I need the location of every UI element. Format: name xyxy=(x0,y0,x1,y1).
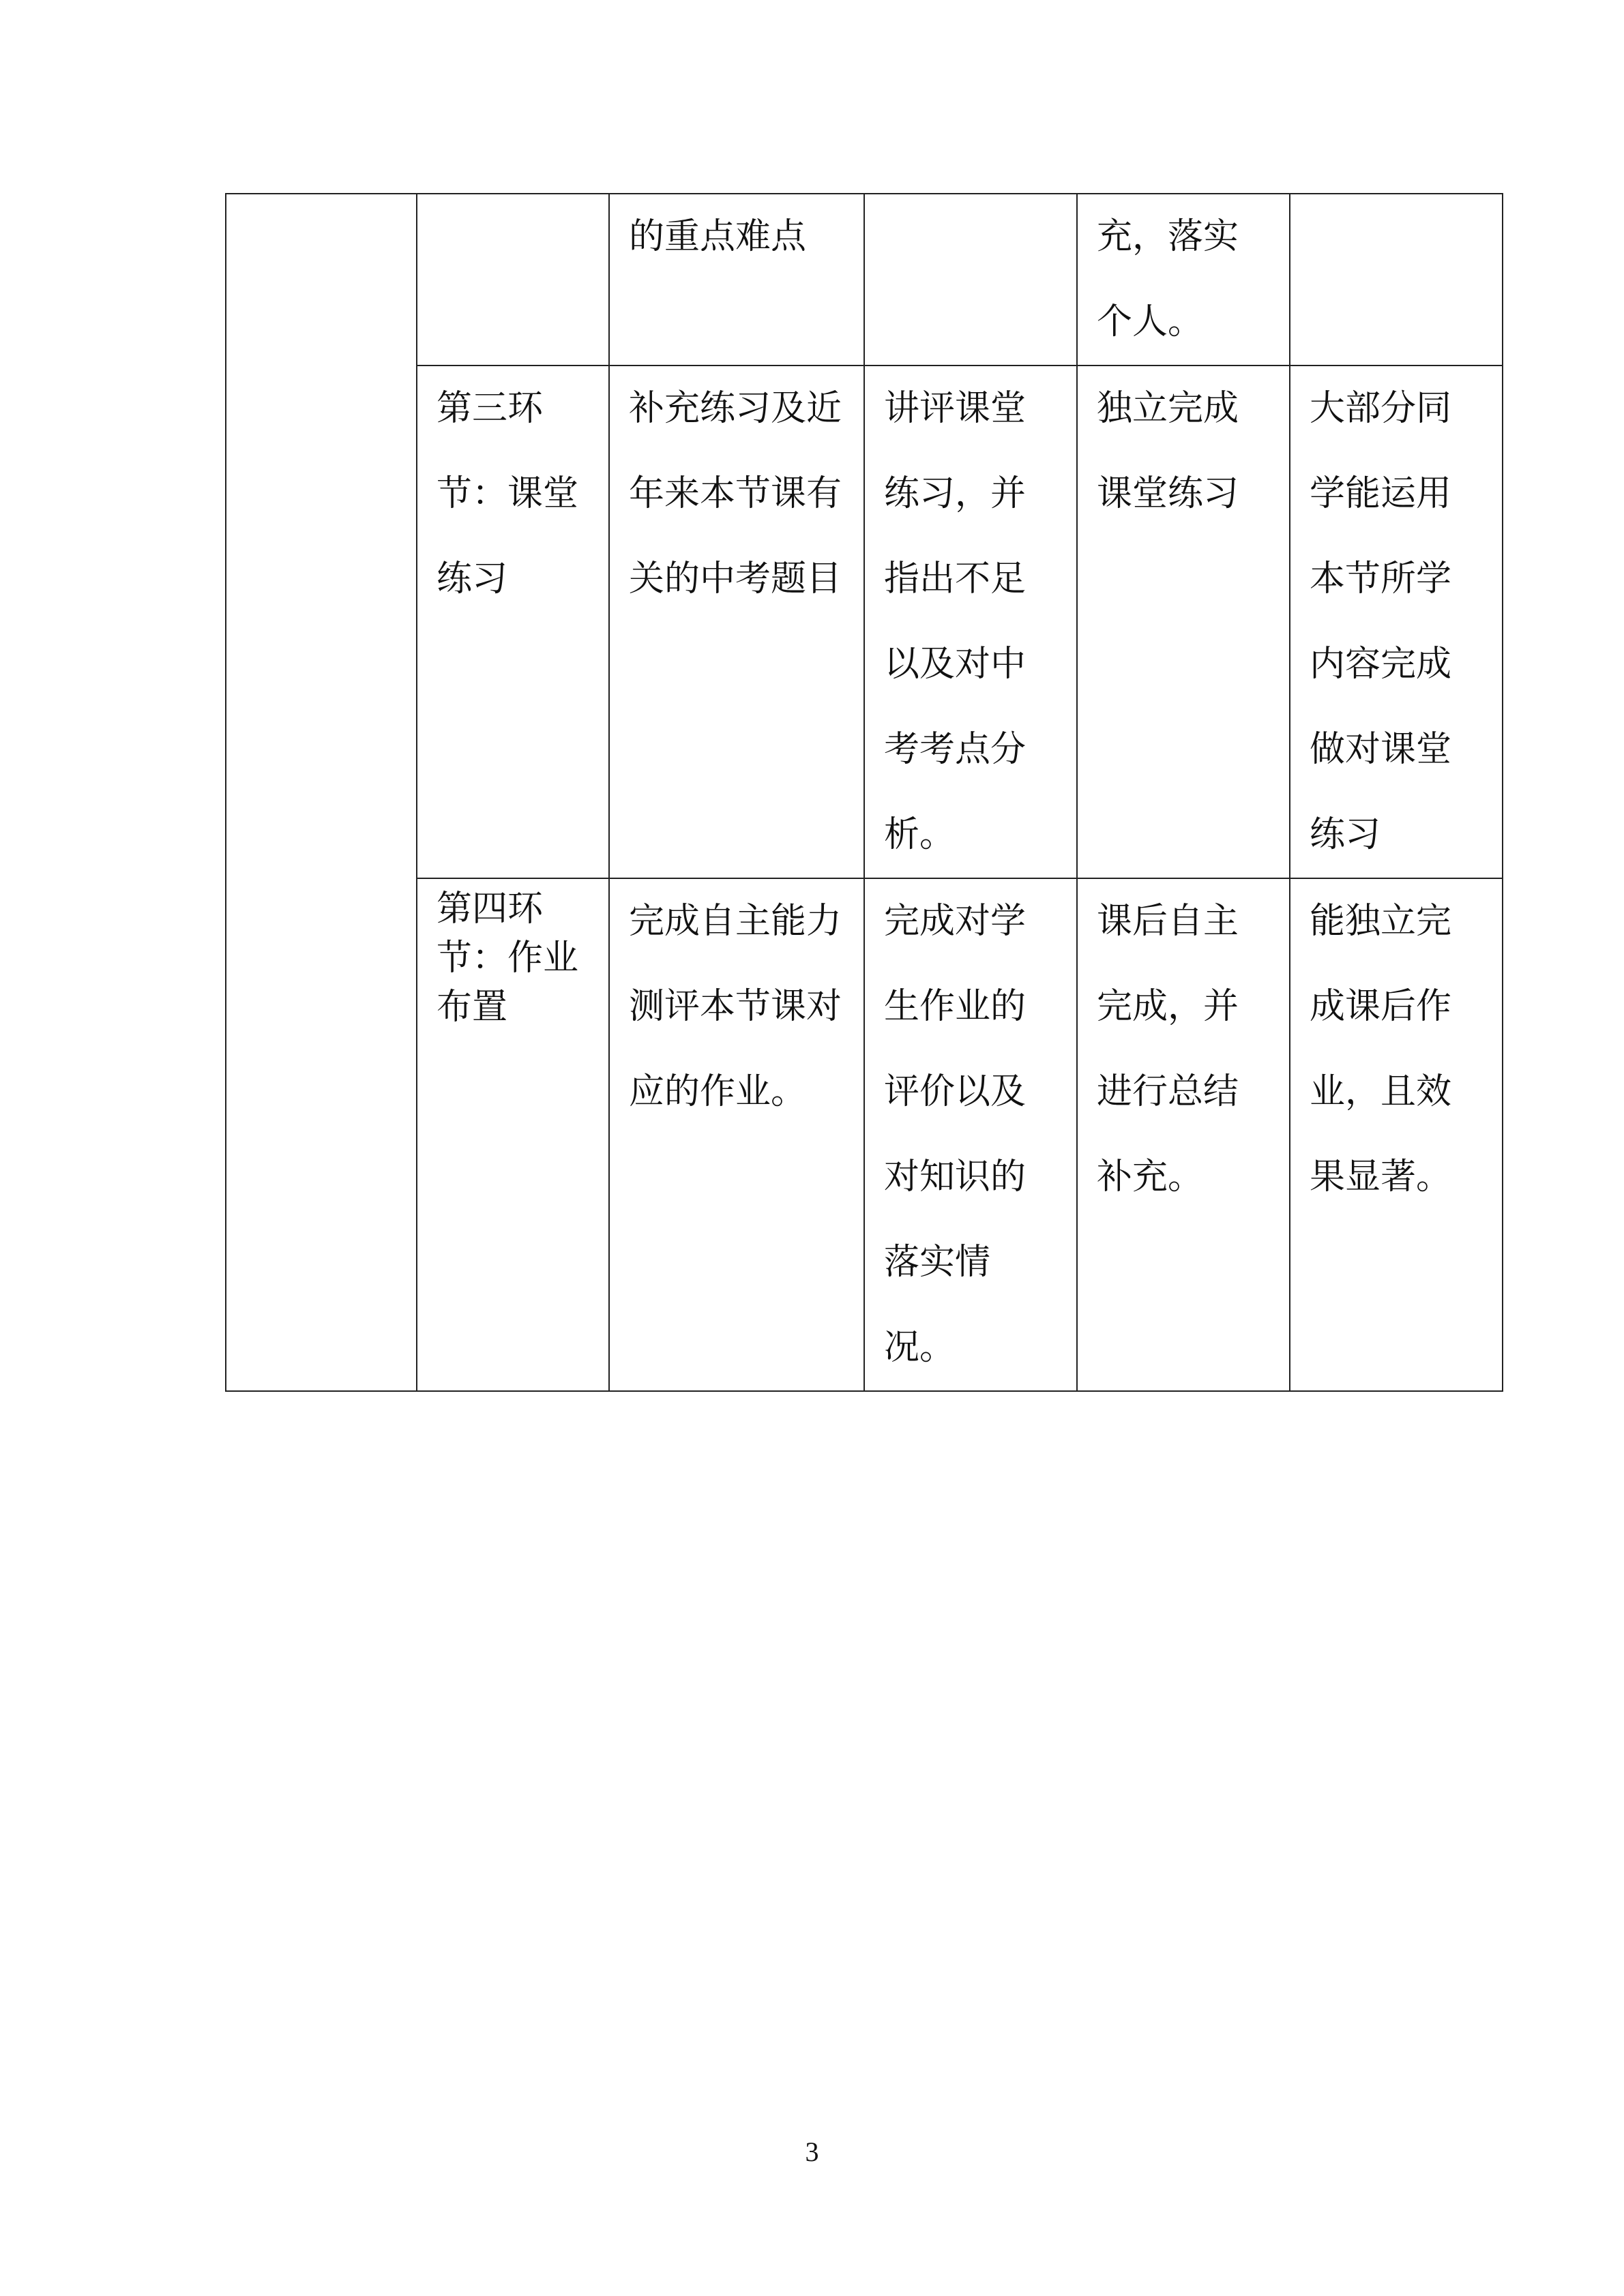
table-cell: 的重点难点 xyxy=(609,194,864,366)
table-cell: 完成自主能力测评本节课对应的作业。 xyxy=(609,878,864,1391)
table-cell: 补充练习及近年来本节课有关的中考题目 xyxy=(609,366,864,878)
table-row xyxy=(226,366,1503,878)
table-cell: 完成对学生作业的评价以及对知识的落实情况。 xyxy=(864,878,1077,1391)
table-cell xyxy=(864,194,1077,366)
table-cell xyxy=(1290,194,1503,366)
table-cell xyxy=(417,194,609,366)
table-row xyxy=(226,194,1503,366)
table-row xyxy=(226,878,1503,1391)
table-cell-merged-left xyxy=(226,194,417,1391)
table-cell: 讲评课堂练习，并指出不足以及对中考考点分析。 xyxy=(864,366,1077,878)
table-cell: 独立完成课堂练习 xyxy=(1077,366,1290,878)
table-cell: 课后自主完成，并进行总结补充。 xyxy=(1077,878,1290,1391)
table-cell: 能独立完成课后作业，且效果显著。 xyxy=(1290,878,1503,1391)
table-cell: 大部分同学能运用本节所学内容完成做对课堂练习 xyxy=(1290,366,1503,878)
lesson-plan-table xyxy=(225,193,1503,1392)
page-number: 3 xyxy=(805,2136,819,2167)
table-cell: 第四环节：作业布置 xyxy=(417,878,609,1391)
table-cell: 充，落实个人。 xyxy=(1077,194,1290,366)
table-cell: 第三环节：课堂练习 xyxy=(417,366,609,878)
